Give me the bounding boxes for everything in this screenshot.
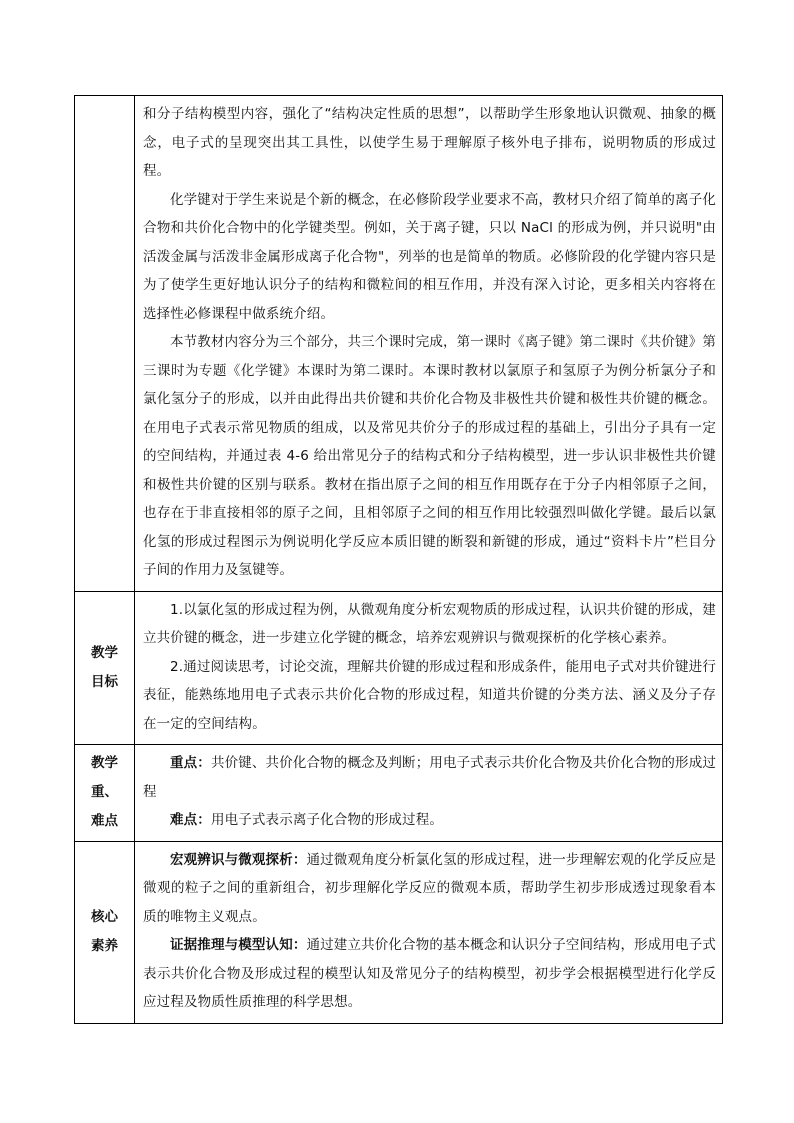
literacy-item-1-text: 通过微观角度分析氯化氢的形成过程，进一步理解宏观的化学反应是微观的粒子之间的重新组合，初步理解化学反应的微观本质，帮助学生初步形成透过现象看本质的唯物主义观点。	[143, 851, 716, 925]
row-label-empty	[75, 96, 135, 592]
difficult-point-paragraph	[143, 806, 716, 835]
analysis-paragraph-3: 本节教材内容分为三个部分，共三个课时完成，第一课时《离子键》第二课时《共价键》第三课时为专题《化学键》本课时为第二课时。本课时教材以氯原子和氢原子为例分析氯分子和氯化氢分子的形成，以并由此得出共价键和共价化合物及非极性共价键和极性共价键的概念。在用电子式表示常见物质的组成，以及常见共价分子的形成过程的基础上，引出分子具有一定的空间结构，并通过表 4-6 给出常见分子的结构式和分子结构模型，进一步认识非极性共价键和极性共价键的区别与联系。教材在指出原子之间的相互作用既存在于分子内相邻原子之间，也存在于非直接相邻的原子之间，且相邻原子之间的相互作用比较强烈叫做化学键。最后以氯化氢的形成过程图示为例说明化学反应本质旧键的断裂和新键的形成，通过“资料卡片”栏目分子间的作用力及氢键等。	[143, 334, 716, 578]
teaching-objectives-label: 教学目标	[75, 591, 135, 745]
key-difficult-points-content	[135, 745, 723, 842]
key-point-term: 重点：	[170, 755, 211, 771]
core-literacy-label: 核心素养	[75, 841, 135, 1023]
lesson-plan-table	[74, 95, 723, 1024]
analysis-paragraph-2: 化学键对于学生来说是个新的概念，在必修阶段学业要求不高，教材只介绍了简单的离子化合物和共价化合物中的化学键类型。例如，关于离子键，只以 NaCl 的形成为例，并只说明"由活泼金属与活泼非金属形成离子化合物"，列举的也是简单的物质。必修阶段的化学键内容只是为了使学生更好地认识分子的结构和微粒间的相互作用，并没有深入讨论，更多相关内容将在选择性必修课程中做系统介绍。	[143, 191, 716, 322]
teaching-objectives-row	[75, 591, 723, 745]
textbook-analysis-row	[75, 96, 723, 592]
literacy-item-2-text: 通过建立共价化合物的基本概念和认识分子空间结构，形成用电子式表示共价化合物及形成过程的模型认知及常见分子的结构模型，初步学会根据模型进行化学反应过程及物质性质推理的科学思想。	[143, 937, 716, 1010]
teaching-objectives-content	[135, 591, 723, 745]
literacy-item-1-term: 宏观辨识与微观探析：	[170, 851, 307, 868]
difficult-point-term: 难点：	[170, 812, 211, 828]
objective-1: 1.以氯化氢的形成过程为例，从微观角度分析宏观物质的形成过程，认识共价键的形成，建立共价键的概念，进一步建立化学键的概念，培养宏观辨识与微观探析的化学核心素养。	[143, 601, 716, 646]
difficult-point-text: 用电子式表示离子化合物的形成过程。	[210, 812, 444, 828]
literacy-item-2	[143, 931, 716, 1017]
textbook-analysis-content	[135, 96, 723, 592]
core-literacy-content	[135, 841, 723, 1023]
objective-2: 2.通过阅读思考，讨论交流，理解共价键的形成过程和形成条件，能用电子式对共价键进行表征，能熟练地用电子式表示共价化合物的形成过程，知道共价键的分类方法、涵义及分子存在一定的空间结构。	[143, 658, 716, 732]
key-difficult-points-row	[75, 745, 723, 842]
key-difficult-points-label: 教学重、难点	[75, 745, 135, 842]
key-point-paragraph	[143, 749, 716, 806]
analysis-paragraph-1: 和分子结构模型内容，强化了“结构决定性质的思想”，以帮助学生形象地认识微观、抽象的概念，电子式的呈现突出其工具性，以使学生易于理解原子核外电子排布，说明物质的形成过程。	[143, 106, 716, 179]
literacy-item-1	[143, 846, 716, 932]
key-point-text: 共价键、共价化合物的概念及判断；用电子式表示共价化合物及共价化合物的形成过程	[143, 755, 717, 800]
literacy-item-2-term: 证据推理与模型认知：	[170, 937, 307, 953]
core-literacy-row	[75, 841, 723, 1023]
